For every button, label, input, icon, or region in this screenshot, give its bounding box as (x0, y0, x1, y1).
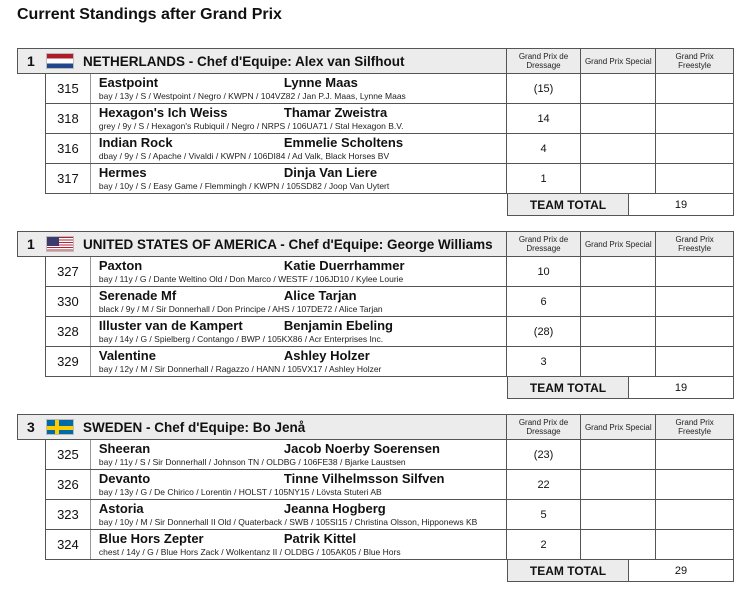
horse-name: Astoria (98, 501, 144, 516)
rider-row (46, 257, 734, 287)
score-grand-prix: (23) (507, 440, 582, 469)
horse-name: Eastpoint (98, 75, 159, 90)
team-header (17, 48, 734, 74)
rider-row (46, 317, 734, 347)
rider-row (46, 440, 734, 470)
column-header-grand-prix-freestyle: Grand Prix Freestyle (675, 418, 714, 436)
team-total-value: 29 (629, 560, 734, 582)
score-grand-prix-freestyle (656, 440, 733, 469)
score-grand-prix-special (581, 164, 656, 193)
column-header-grand-prix-dressage: Grand Prix de Dressage (507, 49, 582, 73)
team-total-label: TEAM TOTAL (507, 194, 629, 216)
rider-name: Emmelie Scholtens (283, 135, 404, 150)
score-grand-prix-freestyle (656, 317, 733, 346)
score-grand-prix-special (581, 317, 656, 346)
horse-details: black / 9y / M / Sir Donnerhall / Don Principe / AHS / 107DE72 / Alice Tarjan (98, 304, 383, 314)
score-grand-prix-freestyle (656, 470, 733, 499)
rider-number: 316 (46, 134, 91, 163)
rider-row (46, 164, 734, 194)
team-total-value: 19 (629, 377, 734, 399)
rider-name: Thamar Zweistra (283, 105, 388, 120)
rider-name: Katie Duerrhammer (283, 258, 405, 273)
horse-details: bay / 11y / G / Dante Weltino Old / Don Marco / WESTF / 106JD10 / Kylee Lourie (98, 274, 404, 284)
score-grand-prix: (28) (507, 317, 582, 346)
score-grand-prix-special (581, 500, 656, 529)
column-header-grand-prix-special: Grand Prix Special (581, 232, 656, 256)
rider-number: 324 (46, 530, 91, 559)
horse-details: dbay / 9y / S / Apache / Vivaldi / KWPN / 106DI84 / Ad Valk, Black Horses BV (98, 151, 390, 161)
score-grand-prix: (15) (507, 74, 582, 103)
score-grand-prix: 4 (507, 134, 582, 163)
horse-name: Devanto (98, 471, 151, 486)
horse-name: Blue Hors Zepter (98, 531, 204, 546)
rider-name: Tinne Vilhelmsson Silfven (283, 471, 445, 486)
horse-details: bay / 12y / M / Sir Donnerhall / Ragazzo / HANN / 105VX17 / Ashley Holzer (98, 364, 382, 374)
score-grand-prix-freestyle (656, 104, 733, 133)
horse-details: bay / 10y / S / Easy Game / Flemmingh / KWPN / 105SD82 / Joop Van Uytert (98, 181, 390, 191)
rider-row (46, 287, 734, 317)
column-header-grand-prix-special: Grand Prix Special (581, 49, 656, 73)
team-title: UNITED STATES OF AMERICA - Chef d'Equipe: George Williams (83, 236, 493, 252)
score-grand-prix-special (581, 470, 656, 499)
rider-row (46, 530, 734, 560)
team-block-usa (17, 231, 734, 399)
score-grand-prix-freestyle (656, 530, 733, 559)
score-grand-prix-special (581, 134, 656, 163)
score-grand-prix-special (581, 287, 656, 316)
column-header-grand-prix-special: Grand Prix Special (581, 415, 656, 439)
horse-details: grey / 9y / S / Hexagon's Rubiquil / Negro / NRPS / 106UA71 / Stal Hexagon B.V. (98, 121, 404, 131)
score-grand-prix: 14 (507, 104, 582, 133)
rider-number: 317 (46, 164, 91, 193)
rider-row (46, 500, 734, 530)
horse-name: Indian Rock (98, 135, 173, 150)
rider-name: Alice Tarjan (283, 288, 357, 303)
horse-details: chest / 14y / G / Blue Hors Zack / Wolkentanz II / OLDBG / 105AK05 / Blue Hors (98, 547, 401, 557)
horse-details: bay / 14y / G / Spielberg / Contango / BWP / 105KX86 / Acr Enterprises Inc. (98, 334, 384, 344)
score-grand-prix-freestyle (656, 74, 733, 103)
rider-row (46, 104, 734, 134)
rider-name: Jacob Noerby Soerensen (283, 441, 440, 456)
score-grand-prix-freestyle (656, 347, 733, 376)
team-total-label: TEAM TOTAL (507, 377, 629, 399)
horse-name: Valentine (98, 348, 156, 363)
rider-row (46, 347, 734, 377)
horse-name: Paxton (98, 258, 143, 273)
score-grand-prix-special (581, 74, 656, 103)
rider-name: Dinja Van Liere (283, 165, 378, 180)
team-header (17, 231, 734, 257)
team-block-netherlands (17, 48, 734, 216)
horse-name: Hexagon's Ich Weiss (98, 105, 228, 120)
score-grand-prix: 22 (507, 470, 582, 499)
horse-details: bay / 11y / S / Sir Donnerhall / Johnson TN / OLDBG / 106FE38 / Bjarke Laustsen (98, 457, 406, 467)
score-grand-prix-freestyle (656, 164, 733, 193)
team-rank: 1 (27, 53, 35, 69)
horse-name: Serenade Mf (98, 288, 177, 303)
column-header-grand-prix-freestyle: Grand Prix Freestyle (675, 235, 714, 253)
team-total-value: 19 (629, 194, 734, 216)
score-grand-prix: 10 (507, 257, 582, 286)
usa-flag-icon (46, 236, 74, 252)
rider-number: 330 (46, 287, 91, 316)
rider-name: Lynne Maas (283, 75, 358, 90)
score-grand-prix-freestyle (656, 257, 733, 286)
team-rank: 1 (27, 236, 35, 252)
rider-number: 318 (46, 104, 91, 133)
column-header-grand-prix-freestyle: Grand Prix Freestyle (675, 52, 714, 70)
rider-name: Ashley Holzer (283, 348, 370, 363)
rider-row (46, 470, 734, 500)
score-grand-prix-freestyle (656, 500, 733, 529)
team-header (17, 414, 734, 440)
team-title: NETHERLANDS - Chef d'Equipe: Alex van Silfhout (83, 53, 405, 69)
rider-number: 327 (46, 257, 91, 286)
score-grand-prix: 2 (507, 530, 582, 559)
page-title: Current Standings after Grand Prix (17, 6, 282, 23)
rider-name: Jeanna Hogberg (283, 501, 386, 516)
score-grand-prix: 6 (507, 287, 582, 316)
score-grand-prix-special (581, 104, 656, 133)
horse-name: Illuster van de Kampert (98, 318, 243, 333)
score-grand-prix: 1 (507, 164, 582, 193)
rider-number: 325 (46, 440, 91, 469)
rider-row (46, 134, 734, 164)
horse-details: bay / 13y / S / Westpoint / Negro / KWPN / 104VZ82 / Jan P.J. Maas, Lynne Maas (98, 91, 406, 101)
rider-number: 326 (46, 470, 91, 499)
column-header-grand-prix-dressage: Grand Prix de Dressage (507, 415, 582, 439)
horse-details: bay / 10y / M / Sir Donnerhall II Old / Quaterback / SWB / 105SI15 / Christina Olsson, Hipponews KB (98, 517, 478, 527)
horse-name: Hermes (98, 165, 147, 180)
rider-name: Patrik Kittel (283, 531, 357, 546)
rider-number: 328 (46, 317, 91, 346)
rider-row (46, 74, 734, 104)
column-header-grand-prix-dressage: Grand Prix de Dressage (507, 232, 582, 256)
rider-number: 323 (46, 500, 91, 529)
score-grand-prix-special (581, 440, 656, 469)
score-grand-prix-special (581, 347, 656, 376)
score-grand-prix: 5 (507, 500, 582, 529)
horse-details: bay / 13y / G / De Chirico / Lorentin / HOLST / 105NY15 / Lövsta Stuteri AB (98, 487, 382, 497)
score-grand-prix-freestyle (656, 134, 733, 163)
horse-name: Sheeran (98, 441, 151, 456)
score-grand-prix-special (581, 257, 656, 286)
team-title: SWEDEN - Chef d'Equipe: Bo Jenå (83, 419, 306, 435)
netherlands-flag-icon (46, 53, 74, 69)
team-rank: 3 (27, 419, 35, 435)
rider-name: Benjamin Ebeling (283, 318, 393, 333)
score-grand-prix-special (581, 530, 656, 559)
sweden-flag-icon (46, 419, 74, 435)
team-total-label: TEAM TOTAL (507, 560, 629, 582)
rider-number: 315 (46, 74, 91, 103)
score-grand-prix: 3 (507, 347, 582, 376)
score-grand-prix-freestyle (656, 287, 733, 316)
team-block-sweden (17, 414, 734, 582)
rider-number: 329 (46, 347, 91, 376)
